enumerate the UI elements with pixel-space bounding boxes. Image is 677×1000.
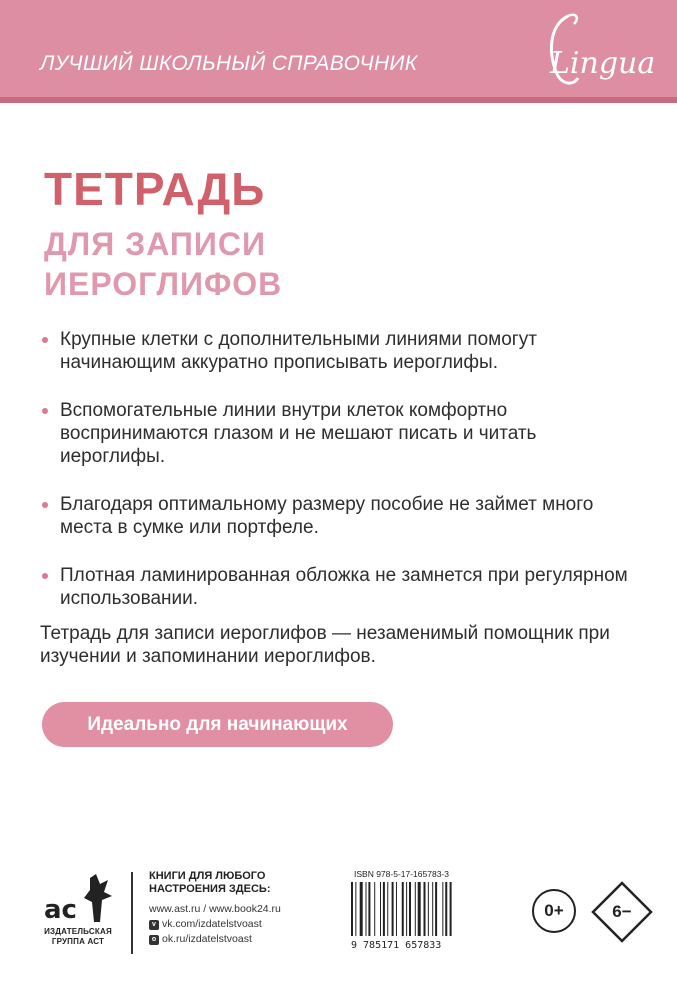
ok-icon: o xyxy=(149,935,159,945)
barcode-bar xyxy=(442,882,443,936)
publisher-caption-line1: ИЗДАТЕЛЬСКАЯ xyxy=(44,927,112,936)
barcode-bar xyxy=(380,882,381,936)
barcode-bar xyxy=(435,882,437,936)
publisher-caption-line2: ГРУППА АСТ xyxy=(51,937,105,946)
svg-text:ac: ac xyxy=(44,895,77,925)
vk-text: vk.com/izdatelstvoast xyxy=(162,918,262,930)
book-title: ТЕТРАДЬ xyxy=(44,163,266,215)
age-rating-6: 6− xyxy=(612,902,632,921)
banner-underline xyxy=(0,97,677,103)
beginner-badge: Идеально для начинающих xyxy=(42,702,393,747)
barcode-bar xyxy=(415,882,416,936)
vk-link[interactable] xyxy=(149,917,281,932)
summary-text: Тетрадь для записи иероглифов — незаменимый помощник при изучении и запоминании иероглифов. xyxy=(40,623,610,667)
feature-item xyxy=(40,328,640,374)
bullet-dot-icon xyxy=(42,502,48,508)
barcode-bar xyxy=(374,882,375,936)
feature-text: Благодаря оптимальному размеру пособие не займет много места в сумке или портфеле. xyxy=(60,494,594,538)
bullet-dot-icon xyxy=(42,573,48,579)
website-text: www.ast.ru / www.book24.ru xyxy=(149,903,281,915)
ast-figure-icon xyxy=(42,870,122,930)
bullet-dot-icon xyxy=(42,337,48,343)
barcode-bar xyxy=(351,882,353,936)
isbn-label: ISBN 978-5-17-165783-3 xyxy=(354,869,449,879)
barcode-bar xyxy=(445,882,447,936)
barcode-bar xyxy=(406,882,407,936)
barcode-bar xyxy=(387,882,388,936)
barcode-bar xyxy=(368,882,370,936)
feature-text: Крупные клетки с дополнительными линиями помогут начинающим аккуратно прописывать иероглифы. xyxy=(60,329,537,373)
feature-item xyxy=(40,564,640,610)
barcode-bar xyxy=(424,882,426,936)
ok-link[interactable] xyxy=(149,932,281,947)
barcode-bar xyxy=(428,882,429,936)
lingua-logo-text: Lingua xyxy=(550,46,656,81)
vk-icon: v xyxy=(149,920,159,930)
feature-item xyxy=(40,493,640,539)
feature-item xyxy=(40,399,640,468)
feature-text: Вспомогательные линии внутри клеток комфортно воспринимаются глазом и не мешают писать и читать иероглифы. xyxy=(60,400,537,467)
series-tagline: ЛУЧШИЙ ШКОЛЬНЫЙ СПРАВОЧНИК xyxy=(40,52,418,75)
barcode-bar xyxy=(432,882,433,936)
info-heading-line2: НАСТРОЕНИЯ ЗДЕСЬ: xyxy=(149,883,271,895)
book-subtitle-line1: ДЛЯ ЗАПИСИ xyxy=(44,226,266,262)
feature-text: Плотная ламинированная обложка не замнется при регулярном использовании. xyxy=(60,565,628,609)
barcode-bar xyxy=(418,882,421,936)
publisher-caption xyxy=(40,927,116,947)
publisher-info xyxy=(149,870,281,947)
barcode-bar xyxy=(366,882,367,936)
barcode-bar xyxy=(360,882,363,936)
barcode xyxy=(347,880,497,950)
age-rating-0plus: 0+ xyxy=(532,889,576,933)
barcode-bar xyxy=(383,882,385,936)
ok-text: ok.ru/izdatelstvoast xyxy=(162,933,252,945)
lingua-logo xyxy=(528,6,658,94)
website-link[interactable] xyxy=(149,902,281,917)
barcode-bar xyxy=(450,882,452,936)
barcode-digits: 9 785171 657833 xyxy=(351,940,442,950)
book-subtitle-line2: ИЕРОГЛИФОВ xyxy=(44,266,283,302)
info-heading-line1: КНИГИ ДЛЯ ЛЮБОГО xyxy=(149,870,266,882)
barcode-bar xyxy=(409,882,411,936)
bullet-dot-icon xyxy=(42,408,48,414)
barcode-bar xyxy=(355,882,356,936)
feature-list xyxy=(40,328,640,635)
barcode-bar xyxy=(402,882,404,936)
barcode-bar xyxy=(392,882,394,936)
barcode-bar xyxy=(396,882,397,936)
footer-divider xyxy=(131,872,133,954)
